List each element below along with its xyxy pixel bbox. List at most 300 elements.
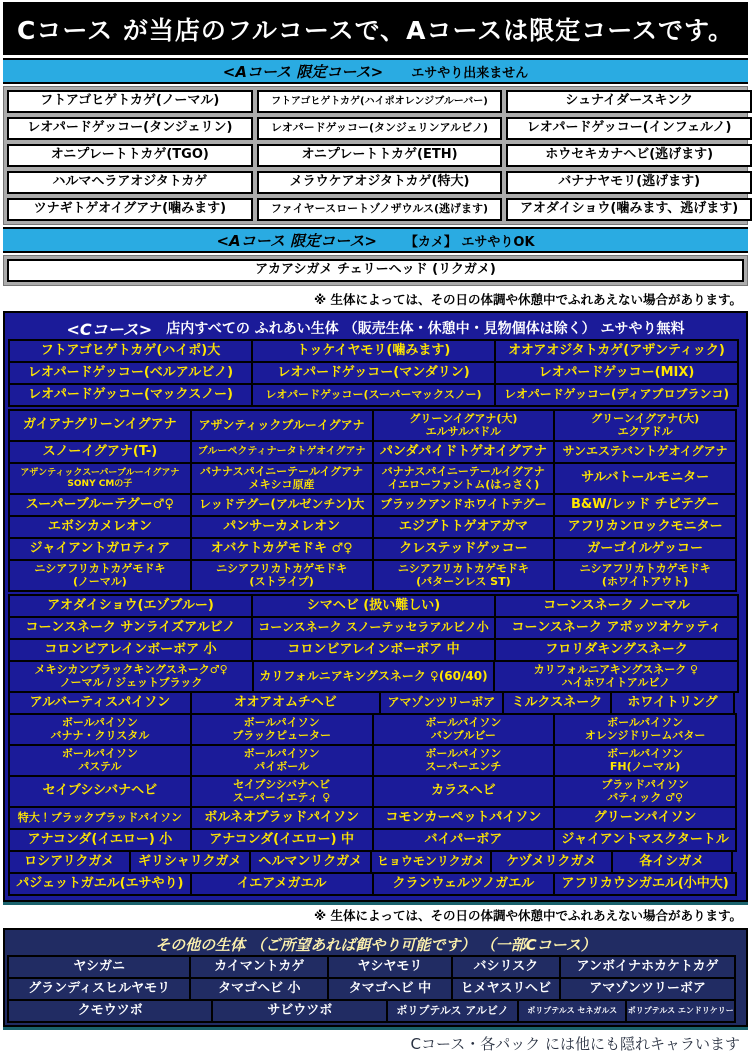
animal-name-line: レオパードゲッコー(タンジェリンアルビノ) [270,121,489,135]
animal-cell [8,339,253,363]
animal-cell [8,806,192,830]
animal-cell [190,828,374,852]
animal-cell [7,117,253,140]
animal-cell [251,616,496,640]
animal-cell [553,775,737,808]
animal-name-line: レオパードゲッコー(マックスノー) [28,386,233,402]
animal-name-line: サビウツボ [267,1002,333,1018]
animal-cell [251,638,496,662]
animal-name-line: クレステッドゲッコー [399,540,528,556]
c-course-header [8,315,743,341]
animal-cell [493,660,739,693]
animal-name-line: オバケトカゲモドキ ♂♀ [210,540,353,556]
animal-name-line: コーンスネーク スノーテッセラアルビノ小 [258,620,489,635]
animal-name-line: アナコンダ(イエロー) 小 [27,831,173,847]
animal-cell [451,977,562,1001]
table-row [8,493,743,517]
animal-cell [8,493,192,517]
animal-name-line: アザンティックブルーイグアナ [198,417,365,432]
animal-cell [553,409,737,442]
animal-cell [553,493,737,517]
table-row [8,638,743,662]
animal-cell [7,977,191,1001]
animal-cell [372,744,556,777]
animal-name-line: グリーンイグアナ(大) [591,412,700,426]
animal-name-line: レオパードゲッコー(インフェルノ) [526,120,732,136]
c-course-subtitle: 店内すべての ふれあい生体 （販売生体・休憩中・見物個体は除く） エサやり無料 [166,321,685,337]
footer-note: Cコース・各パック には他にも隠れキャラいます [410,1035,740,1053]
animal-name-line: B&W/レッド チビテグー [571,496,720,512]
animal-name-line: ミルクスネーク [511,694,603,710]
animal-name-line: イエローファントム(はっさく) [387,477,540,491]
animal-name-line: レオパードゲッコー(ディアブロブランコ) [503,387,730,402]
animal-name-line: フロリダキングスネーク [545,641,688,657]
animal-name-line: タマゴヘビ 小 [217,980,301,996]
animal-name-line: ガーゴイルゲッコー [587,540,704,556]
animal-name-line: ケヅメリクガメ [506,853,597,869]
a-course-header [3,58,748,84]
animal-cell [625,999,736,1023]
animal-name-line: イエアメガエル [236,875,327,891]
animal-name-line: グリーンパイソン [593,809,697,825]
animal-cell [252,660,495,693]
animal-name-line: ニシアフリカトカゲモドキ [397,562,529,576]
table-row [8,383,743,407]
animal-name-line: ロシアリクガメ [24,853,115,869]
table-row [8,339,743,363]
animal-cell [494,383,739,407]
animal-cell [372,806,556,830]
animal-name-line: レオパードゲッコー(タンジェリン) [27,120,233,136]
animal-name-line: エクアドル [617,424,673,438]
animal-cell [559,977,736,1001]
animal-cell [8,440,192,464]
animal-name-line: バンブルビー [430,728,496,742]
animal-cell [257,171,503,194]
animal-name-line: フトアゴヒゲトカゲ(ハイポオレンジブルーバー) [271,95,488,107]
animal-name-line: FH(ノーマル) [609,759,681,773]
animal-name-line: パンサーカメレオン [223,518,340,534]
animal-name-line: コーンスネーク サンライズアルビノ [25,619,236,635]
animal-cell [494,594,739,618]
animal-name-line: バナナ・クリスタル [50,728,150,742]
animal-name-line: サンエステバントゲオイグアナ [562,444,728,459]
animal-name-line: ファイヤースロートゾノザウルス(逃げます) [270,202,489,216]
animal-name-line: カリフォルニアキングスネーク ♀(60/40) [259,668,488,683]
animal-name-line: ツナギトゲオイグアナ(噛みます) [33,201,227,217]
animal-name-line: ボルネオブラッドパイソン [204,809,359,825]
animal-cell [251,383,496,407]
a-course-turtle-note: 【カメ】 エサやりOK [404,234,535,250]
animal-name-line: ハイホワイトアルビノ [561,675,671,689]
animal-name-line: カラスヘビ [431,783,496,799]
animal-cell [7,955,191,979]
animal-name-line: エルサルバドル [425,424,502,438]
animal-cell [370,850,493,874]
animal-cell [502,691,612,715]
animal-name-line: トッケイヤモリ(噛みます) [296,342,451,358]
animal-cell [8,409,192,442]
table-row [8,559,743,592]
animal-cell [8,638,253,662]
animal-name-line: レオパードゲッコー(スーパーマックスノー) [265,387,482,401]
animal-cell [553,462,737,495]
animal-name-line: ホウセキカナヘビ(逃げます) [545,147,714,163]
animal-cell [372,409,556,442]
animal-cell [211,999,388,1023]
animal-cell [7,259,744,282]
animal-cell [559,955,736,979]
table-row [8,594,743,618]
animal-cell [190,440,374,464]
table-row [7,144,744,167]
animal-cell [190,744,374,777]
animal-cell [372,440,556,464]
animal-cell [190,559,374,592]
animal-cell [189,955,329,979]
animal-name-line: ニシアフリカトカゲモドキ [216,562,348,576]
animal-cell [8,872,192,896]
table-row [7,198,744,221]
animal-name-line: バナナスパイニーテールイグアナ [381,465,545,479]
main-title: Cコース が当店のフルコースで、Aコースは限定コースです。 [17,15,734,45]
animal-name-line: ボールパイソン [61,747,138,761]
animal-name-line: ガイアナグリーンイグアナ [23,417,177,433]
animal-name-line: レッドテグー(アルゼンチン)大 [198,497,365,512]
animal-cell [372,713,556,746]
animal-cell [190,409,374,442]
animal-name-line: ボールパイソン [607,716,684,730]
animal-cell [129,850,252,874]
animal-name-line: フトアゴヒゲトカゲ(ノーマル) [40,93,220,109]
animal-name-line: ヒメヤスリヘビ [460,980,552,996]
animal-name-line: パイボール [254,759,310,773]
animal-cell [494,361,739,385]
animal-name-line: メキシカンブラックキングスネーク♂♀ [34,663,228,677]
animal-name-line: アマゾンツリーボア [589,980,706,996]
animal-name-line: ブラッドパイソン [601,778,689,792]
animal-cell [494,339,739,363]
animal-cell [451,955,562,979]
table-row [8,713,743,746]
other-animals-section [3,928,748,1027]
animal-name-line: シマヘビ (扱い難しい) [306,597,441,613]
animal-cell [189,977,329,1001]
c-course-table [8,339,743,896]
animal-cell [379,691,504,715]
animal-name-line: パジェットガエル(エサやり) [16,875,184,891]
animal-name-line: ボールパイソン [425,747,502,761]
animal-cell [506,90,752,113]
table-row [8,775,743,808]
animal-name-line: メキシコ原産 [248,477,315,491]
availability-note-bottom: ※ 生体によっては、その日の体調や休憩中でふれあえない場合があります。 [313,908,742,923]
animal-name-line: パンダパイドトゲオイグアナ [379,443,547,459]
animal-name-line: メラウケアオジタトカゲ(特大) [289,174,470,190]
table-row [7,955,744,979]
animal-cell [8,594,253,618]
animal-name-line: オレンジドリームバター [584,728,706,742]
animal-cell [553,537,737,561]
animal-cell [8,616,253,640]
animal-cell [7,999,213,1023]
animal-name-line: バナナスパイニーテールイグアナ [200,465,364,479]
animal-name-line: アナコンダ(イエロー) 中 [209,831,355,847]
animal-cell [251,594,496,618]
animal-name-line: アオダイショウ(噛みます、逃げます) [520,201,739,217]
animal-name-line: ボールパイソン [243,747,320,761]
animal-cell [251,361,496,385]
animal-name-line: ジャイアントマスクタートル [561,831,729,847]
animal-name-line: ボールパイソン [61,716,138,730]
animal-cell [190,775,374,808]
a-course-label: <Aコース 限定コース> [222,62,384,81]
animal-cell [372,537,556,561]
other-animals-table [7,955,744,1023]
animal-cell [372,828,556,852]
animal-cell [494,616,739,640]
animal-cell [249,850,372,874]
table-row [7,171,744,194]
a-course-turtle-table [3,255,748,286]
animal-name-line: コモンカーペットパイソン [385,809,542,825]
table-row [8,744,743,777]
animal-name-line: (パターンレス ST) [416,574,511,588]
animal-cell [8,537,192,561]
animal-name-line: ブラックピューター [232,728,332,742]
animal-cell [190,872,374,896]
animal-cell [8,744,192,777]
table-row [7,977,744,1001]
animal-name-line: グリーンイグアナ(大) [409,412,518,426]
animal-name-line: スーパーブルーテグー♂♀ [25,496,174,512]
table-row [8,462,743,495]
animal-name-line: コロンビアレインボーボア 小 [44,641,217,657]
table-row [7,259,744,282]
animal-name-line: バイパーボア [424,831,503,847]
animal-name-line: ヤシガニ [73,958,126,974]
animal-cell [8,559,192,592]
animal-name-line: ニシアフリカトカゲモドキ [34,562,166,576]
animal-cell [506,117,752,140]
animal-name-line: ホワイトリング [627,694,718,710]
animal-cell [372,872,556,896]
animal-name-line: ヘルマンリクガメ [258,853,363,869]
table-row [7,90,744,113]
c-course-title: <Cコース> [66,319,153,339]
animal-cell [553,744,737,777]
animal-name-line: 特大！ブラックブラッドパイソン [17,810,183,824]
animal-name-line: SONY CMの子 [67,478,133,489]
animal-cell [553,713,737,746]
animal-name-line: コーンスネーク ノーマル [543,597,690,613]
table-row [8,409,743,442]
animal-cell [7,144,253,167]
animal-cell [190,493,374,517]
animal-name-line: グランディスヒルヤモリ [28,980,171,996]
animal-cell [372,775,556,808]
animal-cell [553,828,737,852]
animal-name-line: スノーイグアナ(T-) [42,443,158,459]
animal-name-line: アマゾンツリーボア [387,695,496,710]
animal-cell [190,515,374,539]
animal-name-line: オオアオムチヘビ [233,694,337,710]
animal-cell [553,806,737,830]
animal-cell [372,559,556,592]
animal-name-line: ヒョウモンリクガメ [376,854,485,869]
animal-cell [553,440,737,464]
animal-name-line: オオアオジタトカゲ(アザンティック) [508,342,725,358]
a-course-turtle-label: <Aコース 限定コース> [216,231,377,250]
animal-name-line: アカアシガメ チェリーヘッド (リクガメ) [255,262,496,278]
table-row [8,806,743,830]
animal-cell [8,713,192,746]
animal-cell [610,691,735,715]
table-row [8,872,743,896]
animal-name-line: 各イシガメ [639,853,705,869]
animal-name-line: ポリプテルス アルビノ [396,1003,509,1017]
animal-name-line: レオパードゲッコー(ベルアルビノ) [27,364,234,380]
animal-name-line: エジプトトゲオアガマ [398,518,528,534]
animal-name-line: シュナイダースキンク [565,93,694,109]
animal-cell [7,90,253,113]
animal-name-line: アルバーティスパイソン [29,694,171,710]
animal-name-line: ブラックアンドホワイトテグー [380,497,547,512]
animal-cell [490,850,613,874]
animal-cell [494,638,739,662]
animal-name-line: (ストライプ) [249,574,314,588]
animal-name-line: コーンスネーク アボッツオケッティ [511,619,722,635]
animal-cell [8,383,253,407]
animal-cell [190,462,374,495]
table-row [8,691,743,715]
animal-name-line: バティック ♂♀ [607,790,684,804]
animal-cell [257,117,503,140]
animal-name-line: ボールパイソン [425,716,502,730]
animal-cell [386,999,519,1023]
animal-cell [190,537,374,561]
animal-cell [190,691,381,715]
table-row [8,828,743,852]
animal-cell [506,171,752,194]
animal-cell [8,361,253,385]
table-row [8,616,743,640]
animal-name-line: バナナヤモリ(逃げます) [558,174,701,190]
animal-cell [257,144,503,167]
animal-name-line: レオパードゲッコー(マンダリン) [277,364,470,380]
animal-name-line: カイマントカゲ [214,958,305,974]
animal-name-line: ポリプテルス エンドリケリー [627,1005,734,1015]
animal-cell [8,775,192,808]
other-animals-header: その他の生体 （ご所望あれば餌やり可能です） （一部Cコース） [155,936,596,954]
animal-name-line: タマゴヘビ 中 [348,980,432,996]
animal-name-line: アザンティックスーパーブルーイグアナ [20,468,180,479]
animal-cell [8,515,192,539]
a-course-table [3,86,748,225]
animal-name-line: ジャイアントガロティア [29,540,171,556]
animal-cell [8,850,131,874]
animal-name-line: オニプレートトカゲ(TGO) [50,147,209,163]
animal-cell [8,828,192,852]
animal-name-line: セイブシシバナヘビ [233,778,331,792]
animal-cell [8,462,192,495]
animal-name-line: アフリカンロックモニター [567,518,723,534]
animal-cell [611,850,734,874]
animal-name-line: ノーマル / ジェットブラック [59,675,203,689]
animal-name-line: ニシアフリカトカゲモドキ [579,562,711,576]
animal-cell [517,999,628,1023]
c-course-section [3,311,748,902]
animal-cell [327,977,452,1001]
animal-name-line: コロンビアレインボーボア 中 [287,641,460,657]
table-row [8,850,743,874]
animal-cell [553,559,737,592]
animal-name-line: ハルマヘラアオジタトカゲ [52,174,208,190]
animal-cell [372,515,556,539]
animal-name-line: ブルーペクティナータトゲオイグアナ [197,446,366,458]
animal-name-line: ボールパイソン [607,747,684,761]
animal-cell [553,872,737,896]
animal-name-line: スーパーエンチ [425,759,502,773]
animal-cell [553,515,737,539]
animal-cell [372,462,556,495]
animal-cell [327,955,452,979]
animal-name-line: エボシカメレオン [47,518,152,534]
main-title-banner [3,2,748,55]
animal-cell [7,198,253,221]
table-row [8,361,743,385]
animal-name-line: ギリシャリクガメ [138,853,242,869]
table-row [7,117,744,140]
animal-cell [257,198,503,221]
animal-cell [190,713,374,746]
animal-name-line: サルバトールモニター [581,470,710,486]
table-row [8,660,743,693]
table-row [8,537,743,561]
animal-cell [506,198,752,221]
animal-name-line: アンボイナホカケトカゲ [576,958,719,974]
animal-cell [372,493,556,517]
table-row [7,999,744,1023]
animal-name-line: (ノーマル) [73,574,127,588]
animal-cell [257,90,503,113]
animal-name-line: ポリプテルス セネガルス [527,1005,618,1015]
animal-name-line: レオパードゲッコー(MIX) [538,364,695,380]
availability-note-top: ※ 生体によっては、その日の体調や休憩中でふれあえない場合があります。 [313,292,742,307]
animal-cell [8,660,254,693]
animal-cell [8,691,192,715]
animal-name-line: バシリスク [473,958,539,974]
animal-name-line: カリフォルニアキングスネーク ♀ [533,663,699,677]
animal-cell [190,806,374,830]
animal-cell [506,144,752,167]
animal-name-line: オニプレートトカゲ(ETH) [301,147,458,163]
animal-cell [251,339,496,363]
animal-name-line: スーパーイエティ ♀ [232,790,331,804]
animal-name-line: クランウェルツノガエル [392,875,535,891]
animal-name-line: クモウツボ [77,1002,143,1018]
animal-name-line: アフリカウシガエル(小中大) [561,875,729,891]
table-row [8,515,743,539]
animal-name-line: セイブシシバナヘビ [42,783,158,799]
table-row [8,440,743,464]
animal-name-line: フトアゴヒゲトカゲ(ハイポ)大 [40,342,221,358]
animal-name-line: パステル [78,759,122,773]
a-course-note: エサやり出来ません [411,65,529,81]
animal-name-line: ボールパイソン [243,716,320,730]
animal-cell [7,171,253,194]
animal-name-line: ヤシヤモリ [357,958,423,974]
